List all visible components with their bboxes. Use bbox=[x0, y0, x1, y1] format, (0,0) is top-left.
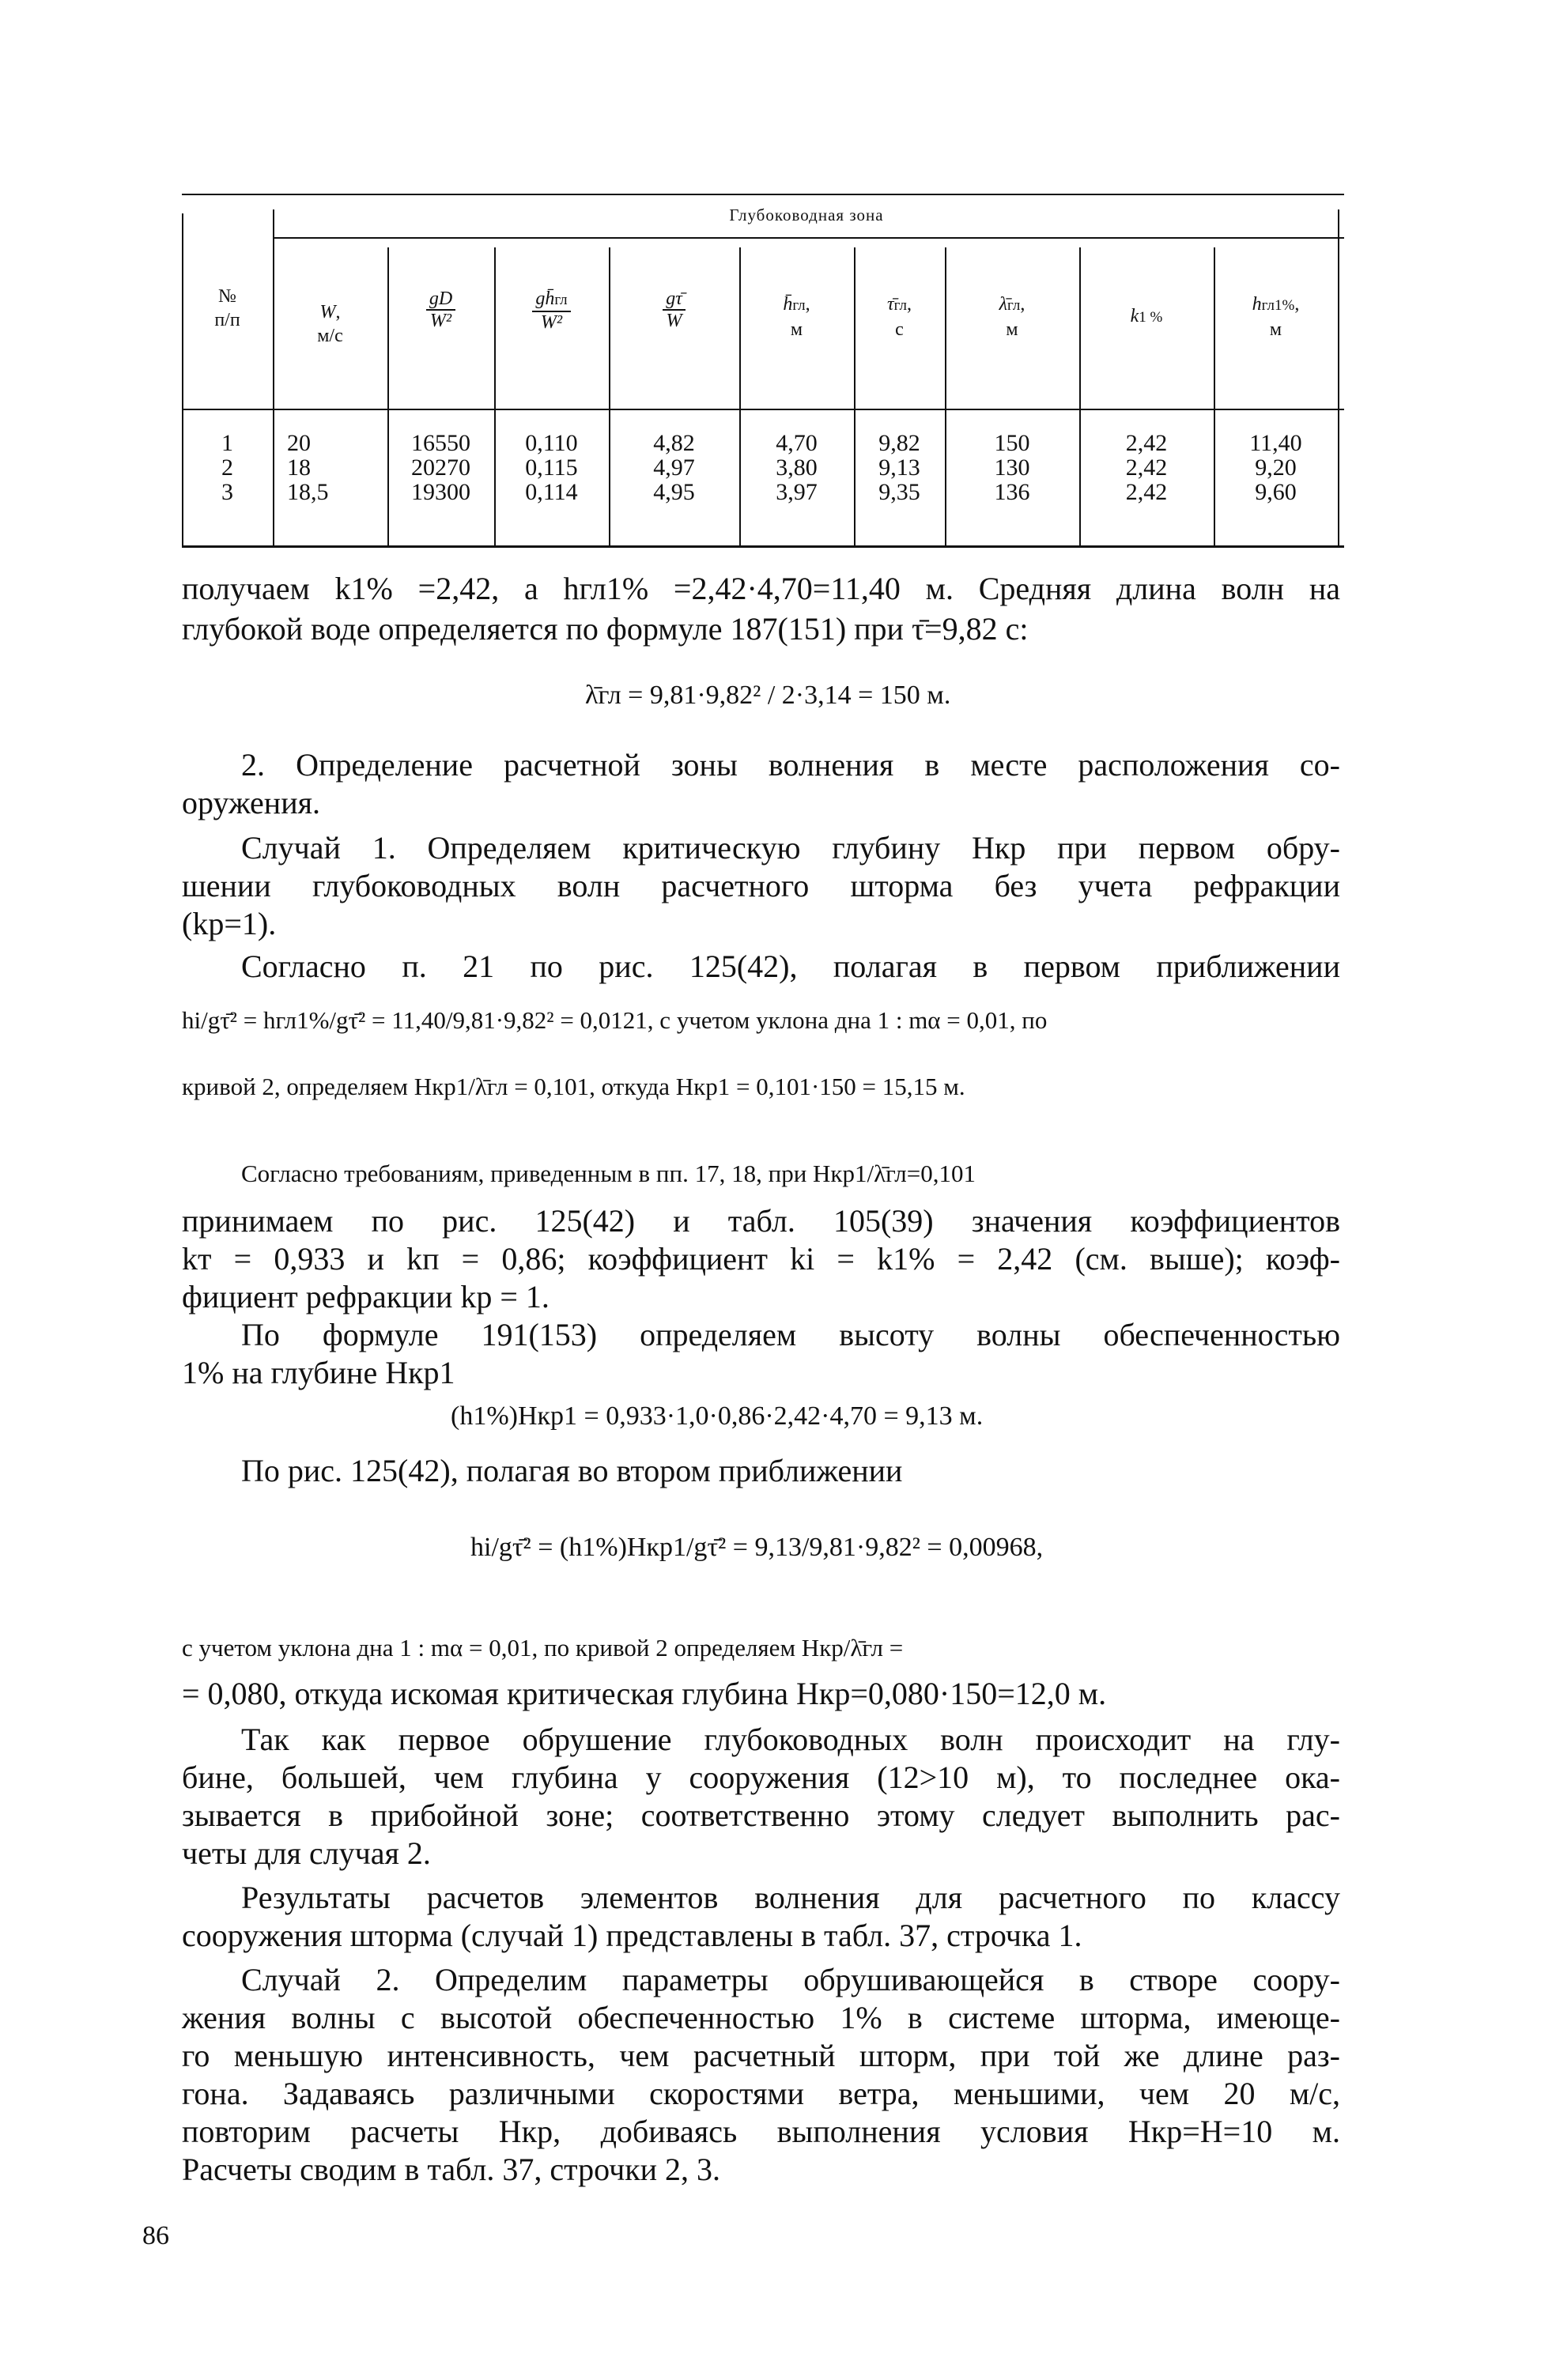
text-line: оружения. bbox=[182, 785, 321, 820]
table-header-gd-w2: $\frac{gD}{\text{W²}}$ bbox=[387, 289, 494, 331]
table-column-gh-w2: 0,110 0,115 0,114 bbox=[525, 430, 578, 505]
table-column-k1: 2,42 2,42 2,42 bbox=[1125, 430, 1168, 505]
table-column-wind-speed: 20 18 18,5 bbox=[287, 430, 329, 505]
table-column-mean-period: 9,82 9,13 9,35 bbox=[878, 430, 920, 505]
text-line: глубокой воде определяется по формуле 187(151) при τ̄=9,82 с: bbox=[182, 611, 1029, 647]
text-line: 1% на глубине Hкр1 bbox=[182, 1355, 455, 1390]
text-line: Случай 2. Определим параметры обрушивающейся в створе соору- bbox=[241, 1962, 1340, 1997]
equation-mean-wavelength: λ̄гл = 9,81·9,82² / 2·3,14 = 150 м. bbox=[585, 681, 951, 710]
table-header-gt-w: $\frac{g\taū}{W}$ bbox=[609, 289, 739, 331]
text-line: с учетом уклона дна 1 : mα = 0,01, по кривой 2 определяем Hкр/λ̄гл = bbox=[182, 1634, 904, 1661]
text-line: Результаты расчетов элементов волнения для расчетного по классу bbox=[241, 1880, 1340, 1915]
table-column-gt-w: 4,82 4,97 4,95 bbox=[653, 430, 695, 505]
table-header-k1: k1 % bbox=[1130, 306, 1163, 326]
deep-water-zone-table bbox=[182, 194, 1344, 549]
table-column-gd-w2: 16550 20270 19300 bbox=[411, 430, 470, 505]
text-line: сооружения шторма (случай 1) представлены в табл. 37, строчка 1. bbox=[182, 1918, 1082, 1953]
text-line: Так как первое обрушение глубоководных волн происходит на глу- bbox=[241, 1722, 1340, 1757]
text-line: 2. Определение расчетной зоны волнения в месте расположения со- bbox=[241, 747, 1340, 783]
text-line: принимаем по рис. 125(42) и табл. 105(39) значения коэффициентов bbox=[182, 1203, 1340, 1239]
page-number: 86 bbox=[142, 2221, 169, 2250]
text-line: получаем k1% =2,42, а hгл1% =2,42·4,70=11,40 м. Средняя длина волн на bbox=[182, 571, 1340, 606]
table-column-number: 1 2 3 bbox=[221, 430, 233, 505]
table-header-number: № п/п bbox=[214, 286, 240, 330]
text-line: = 0,080, откуда искомая критическая глубина Hкр=0,080·150=12,0 м. bbox=[182, 1676, 1107, 1711]
text-line: зывается в прибойной зоне; соответственно этому следует выполнить рас- bbox=[182, 1797, 1340, 1833]
text-line: го меньшую интенсивность, чем расчетный шторм, при той же длине раз- bbox=[182, 2038, 1340, 2073]
text-line: kт = 0,933 и kп = 0,86; коэффициент ki = k1% = 2,42 (см. выше); коэф- bbox=[182, 1241, 1340, 1277]
table-header-gh-w2: $\frac{gh̄гл}{\text{W²}}$ bbox=[494, 289, 609, 333]
table-column-mean-height: 4,70 3,80 3,97 bbox=[776, 430, 818, 505]
text-line: шении глубоководных волн расчетного шторма без учета рефракции bbox=[182, 868, 1340, 903]
equation-wave-height: (h1%)Hкр1 = 0,933·1,0·0,86·2,42·4,70 = 9,13 м. bbox=[451, 1401, 984, 1431]
table-column-h1: 11,40 9,20 9,60 bbox=[1249, 430, 1302, 505]
text-line: повторим расчеты Hкр, добиваясь выполнения условия Hкр=H=10 м. bbox=[182, 2114, 1340, 2149]
table-column-mean-length: 150 130 136 bbox=[994, 430, 1030, 505]
equation-second-approximation: hi/gτ̄² = (h1%)Hкр1/gτ̄² = 9,13/9,81·9,82² = 0,00968, bbox=[470, 1533, 1044, 1562]
text-line: Согласно п. 21 по рис. 125(42), полагая в первом приближении bbox=[241, 949, 1340, 984]
table-header-mean-height: h̄гл, м bbox=[783, 294, 810, 340]
text-line: жения волны с высотой обеспеченностью 1% в системе шторма, имеюще- bbox=[182, 2000, 1340, 2035]
table-header-wind-speed: W, м/с bbox=[317, 302, 343, 346]
text-line: гона. Задаваясь различными скоростями ветра, меньшими, чем 20 м/с, bbox=[182, 2076, 1340, 2111]
table-header-mean-length: λ̄гл, м bbox=[999, 294, 1025, 340]
text-line: четы для случая 2. bbox=[182, 1835, 431, 1871]
table-header-h1: hгл1%, м bbox=[1252, 294, 1300, 340]
text-line: По формуле 191(153) определяем высоту волны обеспеченностью bbox=[241, 1317, 1340, 1352]
text-line: hi/gτ̄² = hгл1%/gτ̄² = 11,40/9,81·9,82² = 0,0121, с учетом уклона дна 1 : mα = 0,01, по bbox=[182, 1006, 1048, 1034]
text-line: Согласно требованиям, приведенным в пп. 17, 18, при Hкр1/λ̄гл=0,101 bbox=[241, 1160, 976, 1187]
text-line: кривой 2, определяем Hкр1/λ̄гл = 0,101, откуда Hкр1 = 0,101·150 = 15,15 м. bbox=[182, 1073, 965, 1100]
table-caption: Глубоководная зона bbox=[729, 206, 884, 224]
table-header-mean-period: τ̄гл, с bbox=[887, 294, 912, 340]
text-line: (kр=1). bbox=[182, 906, 277, 941]
text-line: Расчеты сводим в табл. 37, строчки 2, 3. bbox=[182, 2152, 721, 2187]
text-line: Случай 1. Определяем критическую глубину Hкр при первом обру- bbox=[241, 830, 1340, 866]
text-line: По рис. 125(42), полагая во втором приближении bbox=[241, 1453, 903, 1488]
text-line: бине, большей, чем глубина у сооружения (12>10 м), то последнее ока- bbox=[182, 1760, 1340, 1795]
text-line: фициент рефракции kр = 1. bbox=[182, 1279, 550, 1314]
